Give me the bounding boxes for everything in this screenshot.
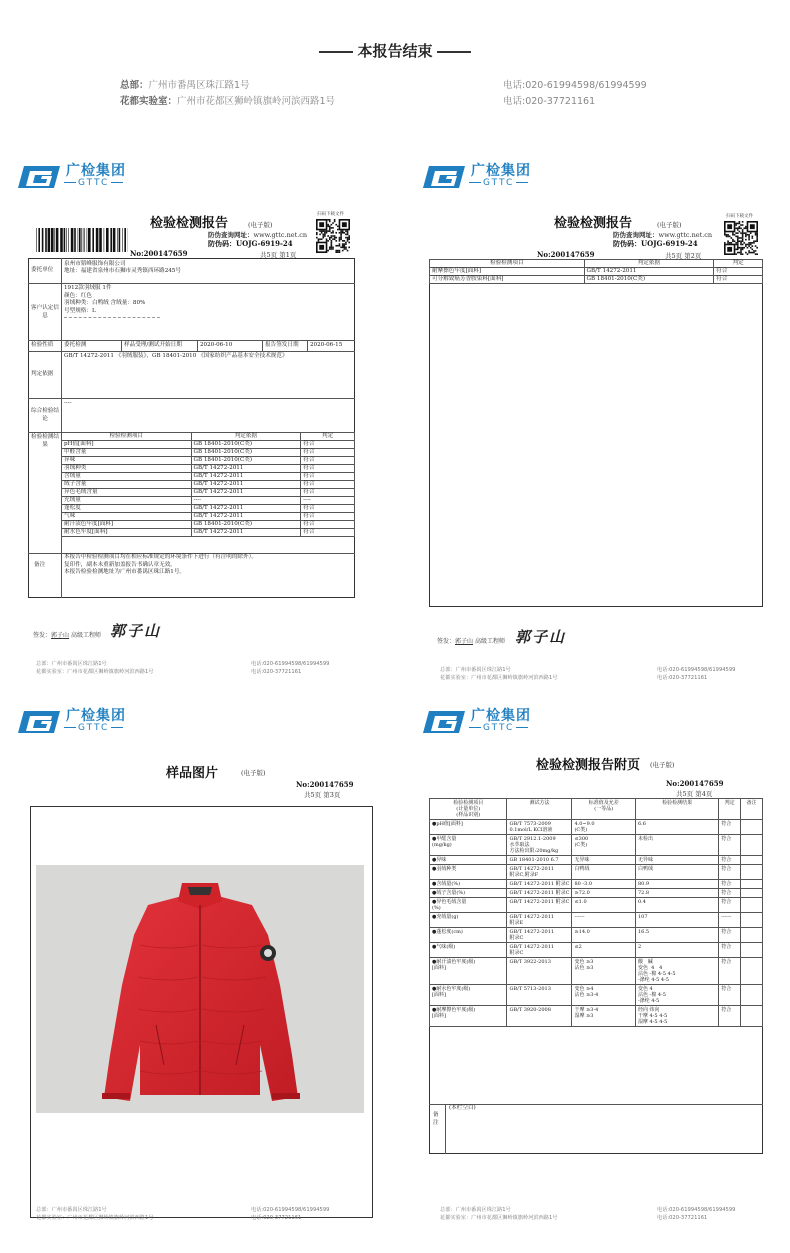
page2-qr-caption: 扫码下载文件: [726, 214, 753, 219]
page2-footer-right: 电话:020-61994598/61994599 电话:020-37721161: [657, 667, 736, 681]
date-start: 2020-06-10: [200, 342, 233, 348]
result-item: 羽绒种类: [62, 465, 192, 473]
appendix-item: ●耐摩擦色牢度(级) [面料]: [430, 1006, 507, 1027]
result-verdict: 符合: [301, 457, 355, 465]
appendix-verdict: 符合: [719, 958, 741, 985]
appendix-verdict: 判定: [719, 799, 741, 820]
page3-footer-right: 电话:020-61994598/61994599 电话:020-37721161: [251, 1207, 330, 1221]
gttc-logo-icon: [18, 162, 60, 192]
page1-results-table: [61, 432, 355, 537]
result-item: 可分解致癌芳香胺染料[面料]: [430, 276, 585, 284]
result-basis: GB 18401-2010(C类): [191, 441, 301, 449]
page3-edition: (电子版): [241, 769, 266, 777]
page3-footer-left: 总部：广州市番禺区珠江路1号 花都实验室：广州市花都区狮岭镇旗岭河滨西路1号: [36, 1207, 154, 1221]
appendix-row: [430, 943, 763, 958]
appendix-row: [430, 835, 763, 856]
page2-signature: 郭子山: [515, 628, 567, 646]
sample-info: 1912款羽绒服 1件 颜色：红色 羽绒种类：白鸭绒 含绒量：80% 号型规格：L: [64, 285, 160, 318]
qr-code-icon: [724, 221, 758, 255]
appendix-method: GB/T 14272-2011 附录C: [507, 943, 572, 958]
result-verdict: 符合: [301, 489, 355, 497]
result-row: [62, 473, 355, 481]
appendix-note: [741, 898, 763, 913]
appendix-method: GB/T 2912.1-2009 水萃取法 方法检出限:20mg/kg: [507, 835, 572, 856]
conclusion-label: 综合检验结论: [31, 408, 59, 422]
result-verdict: ----: [301, 497, 355, 505]
page1-signature: 郭子山: [110, 622, 162, 640]
p2-col-verdict: 判定: [714, 260, 763, 268]
logo-cn: 广检集团: [471, 163, 531, 179]
page4-appendix-table: [429, 798, 763, 1027]
appendix-method: GB/T 14272-2011 附录C: [507, 880, 572, 889]
result-basis: GB/T 14272-2011: [191, 505, 301, 513]
result-item: 耐水色牢度[面料]: [62, 529, 192, 537]
result-row: [62, 505, 355, 513]
issue-date: 2020-06-15: [310, 342, 343, 348]
page4-title: 检验检测报告附页: [536, 758, 641, 773]
appendix-note: [741, 928, 763, 943]
appendix-row: [430, 820, 763, 835]
result-basis: GB/T 14272-2011: [191, 473, 301, 481]
result-basis: GB 18401-2010(C类): [191, 521, 301, 529]
page1-verify-url: 防伪查询网址：www.gttc.net.cn: [208, 231, 308, 239]
result-basis: GB 18401-2010(C类): [584, 276, 714, 284]
result-verdict: 符合: [301, 481, 355, 489]
result-verdict: 符合: [301, 473, 355, 481]
end-title-text: 本报告结束: [357, 42, 433, 60]
result-row: [62, 513, 355, 521]
page4-page-info: 共5页 第4页: [676, 790, 713, 798]
results-col-basis: 判定依据: [191, 433, 301, 441]
sample-label: 客户认定信息: [31, 305, 59, 319]
appendix-method: GB/T 14272-2011 附录C: [507, 889, 572, 898]
appendix-note: [741, 943, 763, 958]
gttc-logo: [18, 705, 158, 741]
red-down-jacket-image: [36, 865, 364, 1113]
page3-title: 样品图片: [166, 766, 219, 781]
page2-verify-code: 防伪码：UOJG-6919-24: [613, 239, 698, 248]
end-of-report-mark: [0, 40, 790, 61]
top-footer-left: 总部：广州市番禺区珠江路1号 花都实验室：广州市花都区狮岭镇旗岭河滨西路1号: [120, 80, 336, 107]
result-verdict: 符合: [714, 276, 763, 284]
appendix-note: 备注: [741, 799, 763, 820]
page4-edition: (电子版): [650, 761, 675, 769]
basis-text: GB/T 14272-2011 《羽绒服装》，GB 18401-2010 《国家纺织产品基本安全技术规范》: [64, 353, 288, 359]
result-item: 耐摩擦色牢度[面料]: [430, 268, 585, 276]
result-basis: GB 18401-2010(C类): [191, 449, 301, 457]
results-col-verdict: 判定: [301, 433, 355, 441]
appendix-method: GB/T 3920-2008: [507, 1006, 572, 1027]
appendix-standard: 白鸭绒: [572, 865, 635, 880]
result-row: [62, 449, 355, 457]
appendix-verdict: 符合: [719, 856, 741, 865]
appendix-standard: 无异味: [572, 856, 635, 865]
appendix-method: GB/T 7573-2009 0.1mol/L KCl溶液: [507, 820, 572, 835]
result-row: [62, 441, 355, 449]
client-name: 泉州市韬峰服饰有限公司: [64, 261, 126, 267]
page2-report-no: No:200147659: [537, 250, 595, 259]
logo-cn: 广检集团: [66, 163, 126, 179]
appendix-row: [430, 898, 763, 913]
client-address: 地址：福建省泉州市石狮市灵秀镇西环路245号: [64, 268, 181, 274]
result-row: [430, 268, 763, 276]
page1-verify-code: 防伪码：UOJG-6919-24: [208, 239, 293, 248]
results-label: 检验检测结果: [31, 434, 59, 448]
appendix-note: [741, 985, 763, 1006]
result-verdict: 符合: [301, 513, 355, 521]
page1-footer-left: 总部：广州市番禺区珠江路1号 花都实验室：广州市花都区狮岭镇旗岭河滨西路1号: [36, 661, 154, 675]
appendix-result: 0.4: [635, 898, 718, 913]
appendix-verdict: 符合: [719, 865, 741, 880]
date-label: 样品受理/测试开始日期: [124, 342, 182, 348]
appendix-note: [741, 958, 763, 985]
appendix-standard: 标准值及允差 (一等品): [572, 799, 635, 820]
appendix-item: ●充绒量(g): [430, 913, 507, 928]
page3-report-no: No:200147659: [296, 780, 354, 789]
result-item: 充绒量: [62, 497, 192, 505]
result-row: [62, 465, 355, 473]
gttc-logo-icon: [423, 707, 465, 737]
result-item: pH值[面料]: [62, 441, 192, 449]
page2-title: 检验检测报告: [554, 216, 633, 231]
appendix-verdict: 符合: [719, 820, 741, 835]
logo-en: GTTC: [467, 723, 530, 733]
sample-photo: [36, 865, 364, 1113]
result-basis: GB/T 14272-2011: [191, 465, 301, 473]
result-item: 绒子含量: [62, 481, 192, 489]
appendix-verdict: 符合: [719, 835, 741, 856]
appendix-method: GB/T 14272-2011 附录C: [507, 928, 572, 943]
page2-results-table: [429, 259, 763, 284]
appendix-method: GB/T 5713-2013: [507, 985, 572, 1006]
appendix-note: [741, 913, 763, 928]
appendix-row: [430, 913, 763, 928]
page4-report-no: No:200147659: [666, 779, 724, 788]
page1-title: 检验检测报告: [150, 216, 229, 231]
appendix-standard: ≥14.0: [572, 928, 635, 943]
result-item: 含绒量: [62, 473, 192, 481]
page3-page-info: 共5页 第3页: [304, 791, 341, 799]
appendix-standard: 80 -3.0: [572, 880, 635, 889]
appendix-item: ●蓬松度(cm): [430, 928, 507, 943]
appendix-row: [430, 985, 763, 1006]
appendix-result: 6.6: [635, 820, 718, 835]
appendix-note: [741, 889, 763, 898]
result-row: [62, 481, 355, 489]
result-basis: GB/T 14272-2011: [191, 513, 301, 521]
appendix-item: ●绒子含量(%): [430, 889, 507, 898]
appendix-standard: 4.0~9.0 (C类): [572, 820, 635, 835]
p2-col-basis: 判定依据: [584, 260, 714, 268]
page1-report-no: No:200147659: [130, 249, 188, 258]
appendix-result: 白鸭绒: [635, 865, 718, 880]
result-verdict: 符合: [714, 268, 763, 276]
remarks: 本报告中检验检测项目均在相应标准规定的环境条件下进行（有注明的除外）。 复印件，副本未重新加盖报告书确认章无效。 本报告检验检测地址为广州市番禺区珠江路1号。: [64, 554, 257, 575]
appendix-item: ●甲醛含量 (mg/kg): [430, 835, 507, 856]
gttc-logo-icon: [18, 707, 60, 737]
result-row: [62, 457, 355, 465]
appendix-verdict: 符合: [719, 889, 741, 898]
appendix-method: GB 18401-2010 6.7: [507, 856, 572, 865]
client-label: 委托单位: [31, 267, 54, 273]
result-verdict: 符合: [301, 449, 355, 457]
top-footer-right: 电话:020-61994598/61994599 电话:020-37721161: [503, 80, 647, 107]
result-item: 异色毛绒含量: [62, 489, 192, 497]
appendix-result: 107: [635, 913, 718, 928]
result-basis: GB 18401-2010(C类): [191, 457, 301, 465]
appendix-row: [430, 865, 763, 880]
appendix-header-row: [430, 799, 763, 820]
page1-page-info: 共5页 第1页: [260, 251, 297, 259]
appendix-standard: ------: [572, 913, 635, 928]
result-item: 耐汗渍色牢度[面料]: [62, 521, 192, 529]
appendix-result: 检验检测结果: [635, 799, 718, 820]
result-item: 气味: [62, 513, 192, 521]
appendix-item: ●耐水色牢度(级) [面料]: [430, 985, 507, 1006]
appendix-note: [741, 856, 763, 865]
appendix-verdict: 符合: [719, 943, 741, 958]
page2-signer: 签发：郭子山 高级工程师: [437, 638, 505, 645]
page2-footer-left: 总部：广州市番禺区珠江路1号 花都实验室：广州市花都区狮岭镇旗岭河滨西路1号: [440, 667, 558, 681]
appendix-item: ●耐汗渍色牢度(级) [面料]: [430, 958, 507, 985]
results-col-item: 检验检测项目: [62, 433, 192, 441]
p2-col-item: 检验检测项目: [430, 260, 585, 268]
result-row: [62, 489, 355, 497]
conclusion-text: ----: [64, 400, 72, 406]
result-basis: ----: [191, 497, 301, 505]
result-item: 蓬松度: [62, 505, 192, 513]
page2-report-frame: [429, 259, 763, 607]
appendix-item: ●含绒量(%): [430, 880, 507, 889]
appendix-standard: 变色 ≥3 沾色 ≥3: [572, 958, 635, 985]
page2-verify-url: 防伪查询网址：www.gttc.net.cn: [613, 231, 713, 239]
appendix-method: GB/T 14272-2011 附录C,附录F: [507, 865, 572, 880]
appendix-item: ●气味(级): [430, 943, 507, 958]
appendix-row: [430, 856, 763, 865]
appendix-result: 无异味: [635, 856, 718, 865]
logo-en: GTTC: [62, 178, 125, 188]
result-item: 异味: [62, 457, 192, 465]
page1-signer: 签发：郭子山 高级工程师: [33, 632, 101, 639]
appendix-result: 80.9: [635, 880, 718, 889]
page2-edition: (电子版): [657, 221, 682, 229]
appendix-note: [741, 835, 763, 856]
appendix-result: 经向 纬向 干摩 4-5 4-5 湿摩 4-5 4-5: [635, 1006, 718, 1027]
appendix-result: 酸 碱 变色 4 4 沾色 -棉 4-5 4-5 -涤纶 4-5 4-5: [635, 958, 718, 985]
logo-en: GTTC: [467, 178, 530, 188]
appendix-item: ●异味: [430, 856, 507, 865]
page4-remark-label: 备注: [433, 1112, 439, 1126]
gttc-logo: [423, 160, 563, 196]
appendix-item: 检验检测项目 (计量单位) (样品识别): [430, 799, 507, 820]
result-item: 甲醛含量: [62, 449, 192, 457]
page2-page-info: 共5页 第2页: [665, 252, 702, 260]
appendix-verdict: 符合: [719, 1006, 741, 1027]
appendix-standard: 干摩 ≥3-4 湿摩 ≥3: [572, 1006, 635, 1027]
appendix-standard: ≤2: [572, 943, 635, 958]
page4-footer-right: 电话:020-61994598/61994599 电话:020-37721161: [657, 1207, 736, 1221]
page1-edition: (电子版): [248, 221, 273, 229]
result-verdict: 符合: [301, 441, 355, 449]
appendix-row: [430, 1006, 763, 1027]
test-type-label: 检验性质: [31, 342, 54, 348]
appendix-verdict: 符合: [719, 880, 741, 889]
issue-label: 报告签发日期: [265, 342, 299, 348]
page4-remark-text: (本栏空白): [449, 1105, 476, 1111]
appendix-result: 2: [635, 943, 718, 958]
gttc-logo-icon: [423, 162, 465, 192]
appendix-row: [430, 880, 763, 889]
appendix-item: ●异色毛绒含量 (%): [430, 898, 507, 913]
appendix-note: [741, 865, 763, 880]
appendix-standard: ≤300 (C类): [572, 835, 635, 856]
appendix-standard: 变色 ≥4 沾色 ≥3-4: [572, 985, 635, 1006]
logo-cn: 广检集团: [471, 708, 531, 724]
result-row: [62, 529, 355, 537]
appendix-row: [430, 889, 763, 898]
appendix-method: GB/T 14272-2011 附录E: [507, 913, 572, 928]
barcode-icon: [36, 228, 128, 252]
appendix-result: 72.8: [635, 889, 718, 898]
result-basis: GB/T 14272-2011: [191, 481, 301, 489]
test-type: 委托检测: [64, 342, 87, 348]
appendix-item: ●羽绒种类: [430, 865, 507, 880]
appendix-note: [741, 880, 763, 889]
appendix-verdict: 符合: [719, 928, 741, 943]
result-row: [430, 276, 763, 284]
appendix-method: 测试方法: [507, 799, 572, 820]
result-verdict: 符合: [301, 529, 355, 537]
appendix-verdict: 符合: [719, 985, 741, 1006]
qr-code-icon: [316, 219, 350, 253]
remark-label: 备注: [34, 562, 46, 568]
appendix-row: [430, 958, 763, 985]
appendix-note: [741, 820, 763, 835]
appendix-item: ●pH值[面料]: [430, 820, 507, 835]
page4-footer-left: 总部：广州市番禺区珠江路1号 花都实验室：广州市花都区狮岭镇旗岭河滨西路1号: [440, 1207, 558, 1221]
gttc-logo: [423, 705, 563, 741]
result-basis: GB/T 14272-2011: [191, 529, 301, 537]
appendix-result: 变色 4 沾色 -棉 4-5 -涤纶 4-5: [635, 985, 718, 1006]
appendix-verdict: 符合: [719, 898, 741, 913]
result-basis: GB/T 14272-2011: [584, 268, 714, 276]
appendix-method: GB/T 14272-2011 附录C: [507, 898, 572, 913]
result-verdict: 符合: [301, 505, 355, 513]
result-row: [62, 521, 355, 529]
result-verdict: 符合: [301, 521, 355, 529]
page1-footer-right: 电话:020-61994598/61994599 电话:020-37721161: [251, 661, 330, 675]
appendix-method: GB/T 3922-2013: [507, 958, 572, 985]
logo-en: GTTC: [62, 723, 125, 733]
page1-qr-caption: 扫码下载文件: [317, 212, 344, 217]
appendix-standard: ≥72.0: [572, 889, 635, 898]
basis-label: 判定依据: [31, 371, 54, 377]
appendix-standard: ≤1.0: [572, 898, 635, 913]
appendix-result: 未检出: [635, 835, 718, 856]
logo-cn: 广检集团: [66, 708, 126, 724]
result-row: [62, 497, 355, 505]
result-verdict: 符合: [301, 465, 355, 473]
appendix-note: [741, 1006, 763, 1027]
appendix-verdict: ------: [719, 913, 741, 928]
result-basis: GB/T 14272-2011: [191, 489, 301, 497]
appendix-row: [430, 928, 763, 943]
appendix-result: 16.5: [635, 928, 718, 943]
gttc-logo: [18, 160, 158, 196]
